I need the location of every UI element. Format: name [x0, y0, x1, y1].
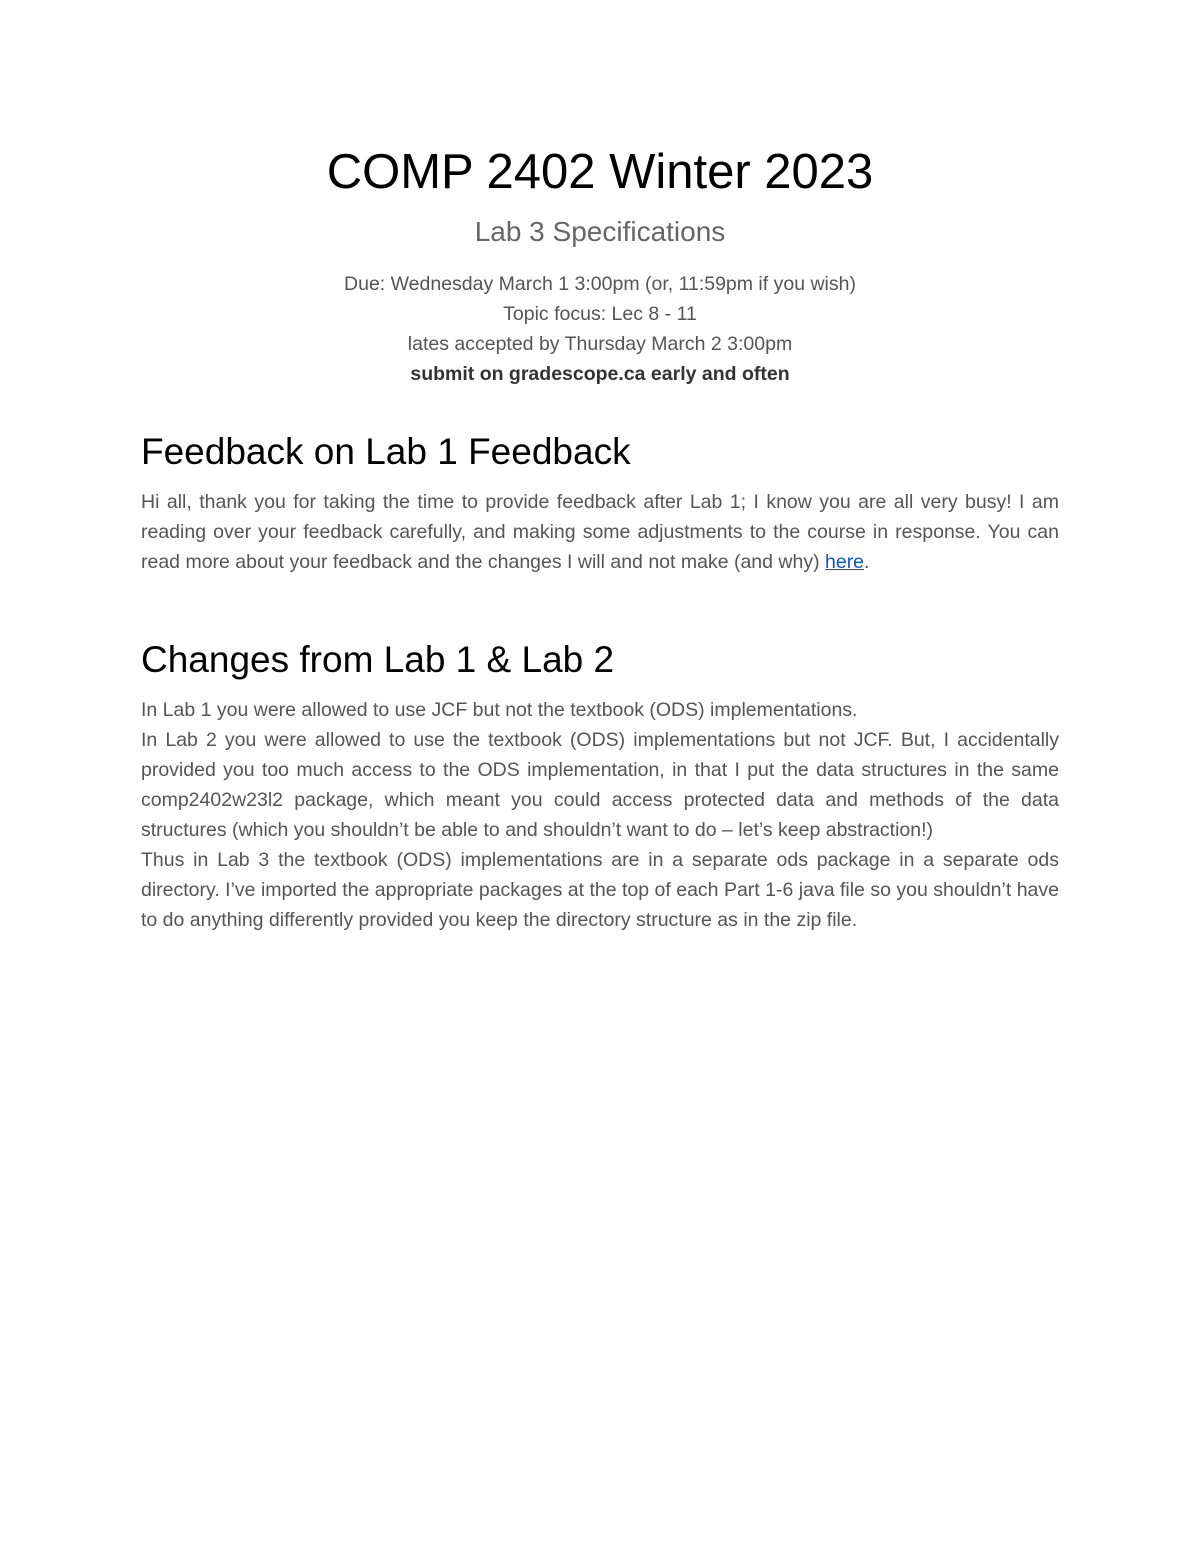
- topic-focus-line: Topic focus: Lec 8 - 11: [503, 303, 697, 325]
- document-title: COMP 2402 Winter 2023: [326, 145, 874, 199]
- submit-instruction-line: submit on gradescope.ca early and often: [410, 363, 790, 385]
- changes-paragraph-lab1: In Lab 1 you were allowed to use JCF but not the textbook (ODS) implementations.: [141, 699, 858, 721]
- feedback-text: Hi all, thank you for taking the time to provide feedback after Lab 1; I know you are all very busy! I am reading over your feedback carefully, and making some adjustments to the course in response. You can read more about your feedback and the changes I will and not make (and why): [141, 491, 1059, 573]
- due-date-line: Due: Wednesday March 1 3:00pm (or, 11:59pm if you wish): [344, 273, 856, 295]
- lates-line: lates accepted by Thursday March 2 3:00pm: [407, 333, 793, 355]
- document-content: [141, 140, 1059, 935]
- feedback-here-link[interactable]: here: [825, 551, 865, 573]
- lab-meta-info: [141, 269, 1059, 389]
- document-subtitle: Lab 3 Specifications: [474, 216, 726, 247]
- feedback-text-end: .: [864, 551, 870, 573]
- changes-paragraph-lab3: Thus in Lab 3 the textbook (ODS) implementations are in a separate ods package in a separate ods directory. I’ve imported the appropriate packages at the top of each Part 1-6 java file so you shouldn’t have to do anything differently provided you keep the directory structure as in the zip file.: [141, 849, 1059, 931]
- changes-paragraph-lab2: In Lab 2 you were allowed to use the textbook (ODS) implementations but not JCF. But, I accidentally provided you too much access to the ODS implementation, in that I put the data structures in the same comp2402w23l2 package, which meant you could access protected data and methods of the data structures (which you shouldn’t be able to and shouldn’t want to do – let’s keep abstraction!): [141, 729, 1059, 841]
- feedback-paragraph: [141, 487, 1059, 577]
- feedback-section-heading: Feedback on Lab 1 Feedback: [141, 431, 631, 472]
- changes-section-heading: Changes from Lab 1 & Lab 2: [141, 639, 615, 680]
